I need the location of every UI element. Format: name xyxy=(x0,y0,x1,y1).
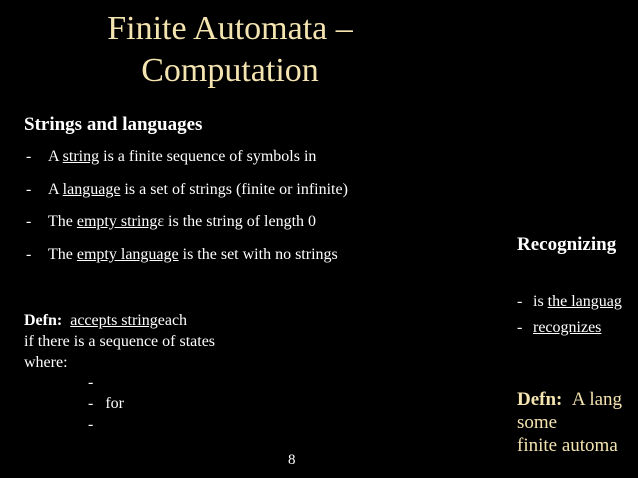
definition-line-3: where: xyxy=(24,354,68,371)
definition-block xyxy=(24,310,215,373)
term-language: language xyxy=(62,181,121,198)
bullet-empty-string: - The empty stringε is the string of length 0 xyxy=(26,213,317,230)
definition-line-1: Defn: accepts stringeach xyxy=(24,312,188,329)
term-recognizes: recognizes xyxy=(533,319,602,336)
term-string: string xyxy=(62,148,100,165)
condition-1: - xyxy=(88,374,94,391)
right-definition-line-3: finite automa xyxy=(517,435,618,456)
right-definition-line-2: some xyxy=(517,412,558,433)
term-the-language: the languag xyxy=(547,293,622,310)
epsilon-symbol: ε xyxy=(157,213,165,230)
bullet-empty-language: - The empty language is the set with no strings xyxy=(26,246,338,263)
section-heading: Strings and languages xyxy=(24,114,203,135)
definition-line-2: if there is a sequence of states xyxy=(24,333,216,350)
term-empty-string: empty string xyxy=(76,213,158,230)
right-bullet-2: - recognizes xyxy=(517,319,602,336)
condition-3: - xyxy=(88,416,94,433)
defn-label: Defn: xyxy=(24,312,63,329)
right-bullet-1: - is the languag xyxy=(517,293,622,310)
right-definition xyxy=(517,388,622,457)
right-definition-line-1: Defn: A lang xyxy=(517,389,623,410)
right-defn-label: Defn: xyxy=(517,389,563,410)
term-empty-language: empty language xyxy=(76,246,179,263)
right-heading: Recognizing xyxy=(517,234,617,255)
slide-title xyxy=(40,8,420,92)
term-accepts-string: accepts string xyxy=(70,312,158,329)
bullet-string: - A string is a finite sequence of symbols in xyxy=(26,148,317,165)
condition-2: - for xyxy=(88,395,124,412)
page-number: 8 xyxy=(288,452,296,468)
bullet-language: - A language is a set of strings (finite or infinite) xyxy=(26,181,348,198)
title-line-1: Finite Automata – xyxy=(107,10,353,47)
title-line-2: Computation xyxy=(141,52,319,89)
